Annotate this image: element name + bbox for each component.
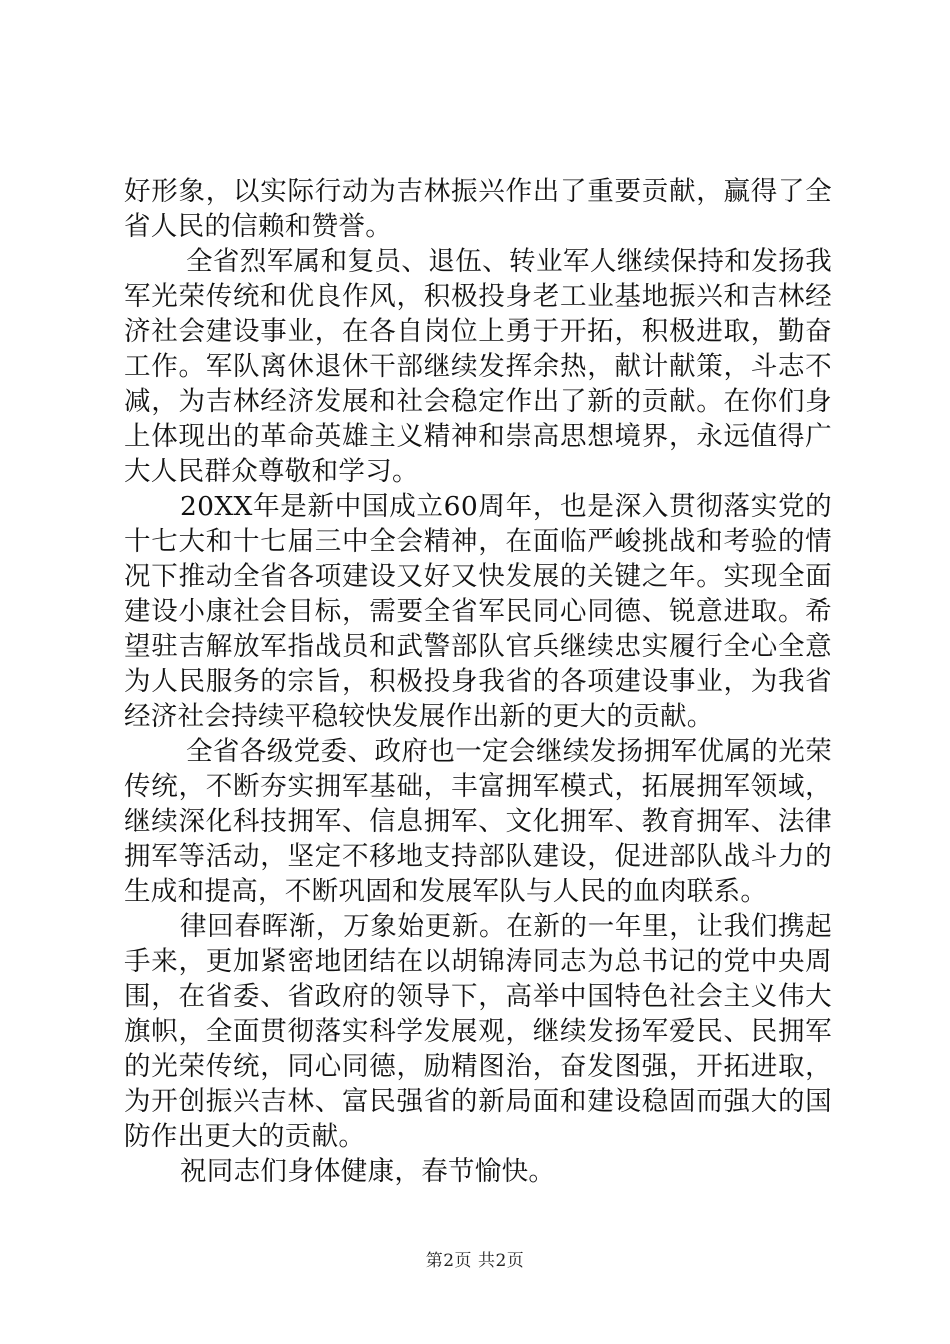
paragraph-closing-wish: 祝同志们身体健康，春节愉快。 <box>180 1156 556 1187</box>
paragraph-party-committees: 全省各级党委、政府也一定会继续发扬拥军优属的光荣传统，不断夯实拥军基础，丰富拥军模式，拓展拥军领域，继续深化科技拥军、信息拥军、文化拥军、教育拥军、法律拥军等活动，坚定不移地支持部队建设，促进部队战斗力的生成和提高，不断巩固和发展军队与人民的血肉联系。 <box>124 736 832 907</box>
paragraph-veterans: 全省烈军属和复员、退伍、转业军人继续保持和发扬我军光荣传统和优良作风，积极投身老工业基地振兴和吉林经济社会建设事业，在各自岗位上勇于开拓，积极进取，勤奋工作。军队离休退休干部继续发挥余热，献计献策，斗志不减，为吉林经济发展和社会稳定作出了新的贡献。在你们身上体现出的革命英雄主义精神和崇高思想境界，永远值得广大人民群众尊敬和学习。 <box>124 246 832 487</box>
paragraph-anniversary: 20XX年是新中国成立60周年，也是深入贯彻落实党的十七大和十七届三中全会精神，在面临严峻挑战和考验的情况下推动全省各项建设又好又快发展的关键之年。实现全面建设小康社会目标，需要全省军民同心同德、锐意进取。希望驻吉解放军指战员和武警部队官兵继续忠实履行全心全意为人民服务的宗旨，积极投身我省的各项建设事业，为我省经济社会持续平稳较快发展作出新的更大的贡献。 <box>124 491 832 732</box>
page-number-footer: 第2页 共2页 <box>425 1251 525 1271</box>
document-body <box>124 174 832 1189</box>
paragraph-new-year: 律回春晖渐，万象始更新。在新的一年里，让我们携起手来，更加紧密地团结在以胡锦涛同志为总书记的党中央周围，在省委、省政府的领导下，高举中国特色社会主义伟大旗帜，全面贯彻落实科学发展观，继续发扬军爱民、民拥军的光荣传统，同心同德，励精图治，奋发图强，开拓进取，为开创振兴吉林、富民强省的新局面和建设稳固而强大的国防作出更大的贡献。 <box>124 911 832 1152</box>
paragraph-continuation: 好形象，以实际行动为吉林振兴作出了重要贡献，赢得了全省人民的信赖和赞誉。 <box>124 176 832 242</box>
